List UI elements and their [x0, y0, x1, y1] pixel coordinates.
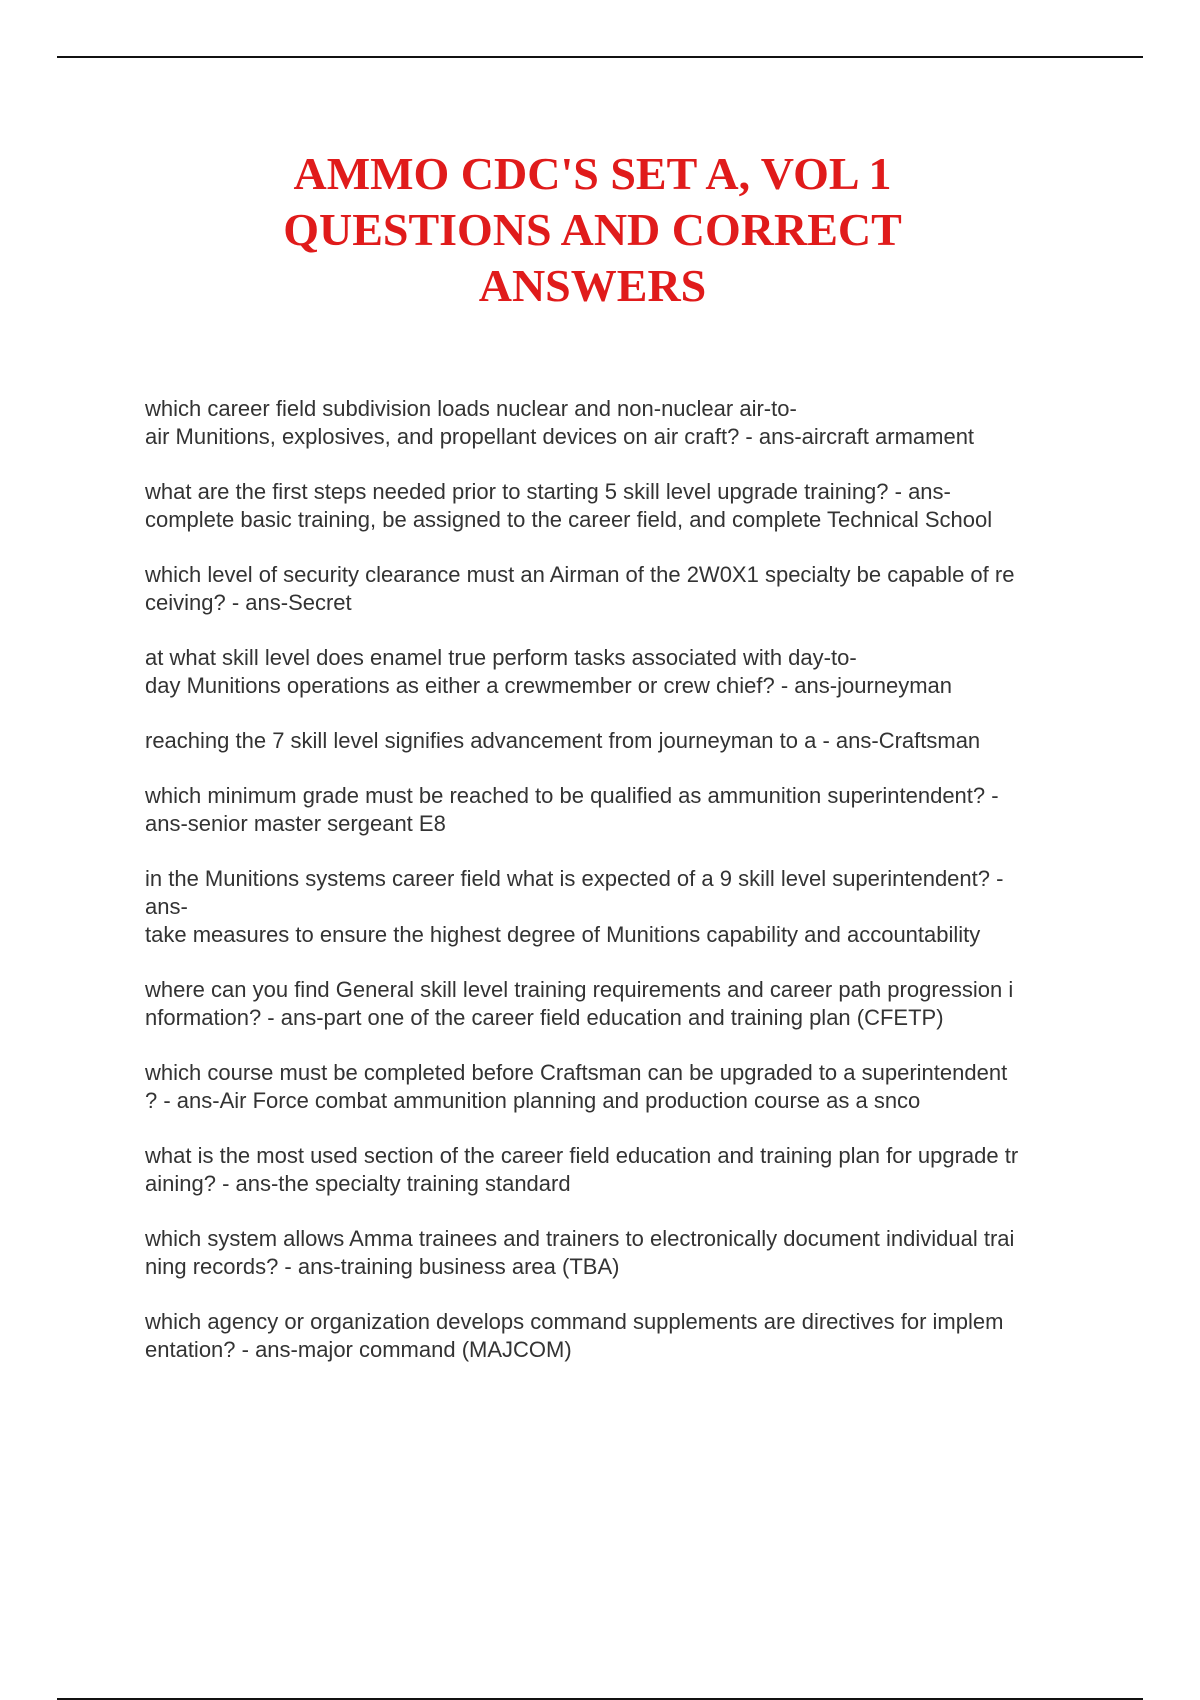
- qa-line: which system allows Amma trainees and trainers to electronically document individual trai: [145, 1226, 1015, 1251]
- qa-item: [145, 1225, 1090, 1281]
- qa-line: what is the most used section of the career field education and training plan for upgrade tr: [145, 1143, 1019, 1168]
- qa-line: at what skill level does enamel true perform tasks associated with day-to-: [145, 645, 857, 670]
- qa-line: which minimum grade must be reached to be qualified as ammunition superintendent? -: [145, 783, 999, 808]
- qa-line: which agency or organization develops command supplements are directives for implem: [145, 1309, 1004, 1334]
- title-line: AMMO CDC'S SET A, VOL 1: [293, 148, 892, 199]
- qa-line: ning records? - ans-training business area (TBA): [145, 1254, 620, 1279]
- qa-line: ceiving? - ans-Secret: [145, 590, 352, 615]
- qa-item: [145, 976, 1090, 1032]
- qa-list: [145, 395, 1090, 1391]
- qa-item: [145, 395, 1090, 451]
- document-title: [150, 146, 1035, 314]
- qa-line: which course must be completed before Craftsman can be upgraded to a superintendent: [145, 1060, 1008, 1085]
- qa-line: reaching the 7 skill level signifies advancement from journeyman to a - ans-Craftsman: [145, 728, 981, 753]
- qa-line: which career field subdivision loads nuclear and non-nuclear air-to-: [145, 396, 797, 421]
- top-rule: [57, 56, 1143, 58]
- qa-line: air Munitions, explosives, and propellant devices on air craft? - ans-aircraft armament: [145, 424, 975, 449]
- qa-item: [145, 644, 1090, 700]
- qa-line: ans-senior master sergeant E8: [145, 811, 446, 836]
- qa-line: entation? - ans-major command (MAJCOM): [145, 1337, 572, 1362]
- title-line: ANSWERS: [478, 260, 707, 311]
- qa-line: nformation? - ans-part one of the career field education and training plan (CFETP): [145, 1005, 944, 1030]
- qa-item: [145, 865, 1090, 949]
- qa-line: ? - ans-Air Force combat ammunition planning and production course as a snco: [145, 1088, 921, 1113]
- qa-line: aining? - ans-the specialty training standard: [145, 1171, 571, 1196]
- qa-line: day Munitions operations as either a crewmember or crew chief? - ans-journeyman: [145, 673, 953, 698]
- qa-line: take measures to ensure the highest degree of Munitions capability and accountability: [145, 922, 981, 947]
- qa-item: [145, 1142, 1090, 1198]
- qa-line: where can you find General skill level training requirements and career path progression i: [145, 977, 1014, 1002]
- qa-item: [145, 561, 1090, 617]
- qa-line: in the Munitions systems career field what is expected of a 9 skill level superintendent? -: [145, 866, 1004, 891]
- qa-item: [145, 478, 1090, 534]
- title-line: QUESTIONS AND CORRECT: [283, 204, 902, 255]
- qa-item: [145, 727, 1090, 755]
- qa-item: [145, 1059, 1090, 1115]
- qa-line: complete basic training, be assigned to the career field, and complete Technical School: [145, 507, 993, 532]
- qa-line: what are the first steps needed prior to starting 5 skill level upgrade training? - ans-: [145, 479, 951, 504]
- qa-item: [145, 782, 1090, 838]
- qa-item: [145, 1308, 1090, 1364]
- qa-line: which level of security clearance must an Airman of the 2W0X1 specialty be capable of re: [145, 562, 1015, 587]
- qa-line: ans-: [145, 894, 188, 919]
